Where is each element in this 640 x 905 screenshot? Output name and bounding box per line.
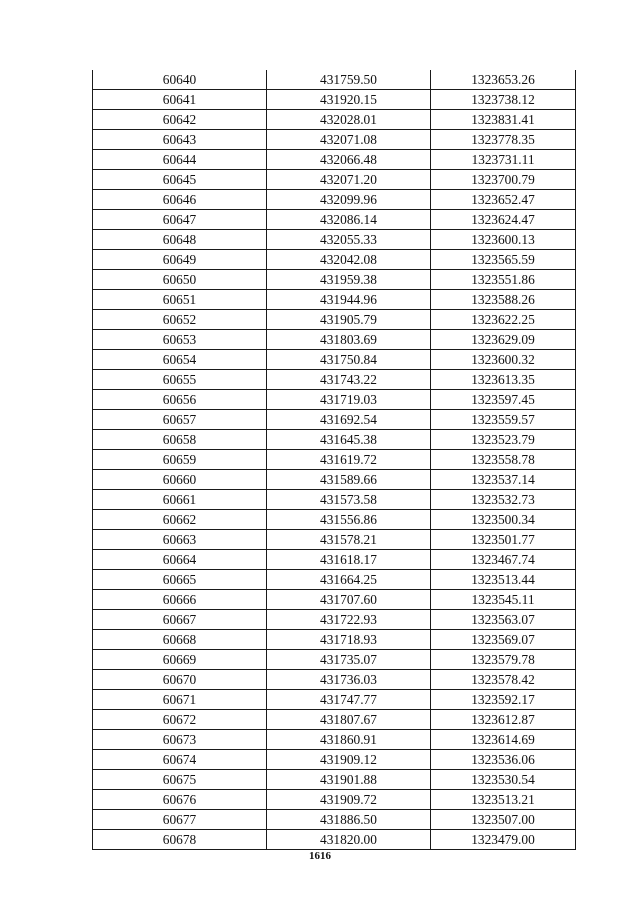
point-id-cell: 60646 [93, 190, 267, 210]
y-coordinate-cell: 1323551.86 [431, 270, 576, 290]
table-row [93, 330, 576, 350]
point-id-cell: 60642 [93, 110, 267, 130]
point-id-cell: 60647 [93, 210, 267, 230]
point-id-cell: 60673 [93, 730, 267, 750]
point-id-cell: 60663 [93, 530, 267, 550]
x-coordinate-cell: 431901.88 [267, 770, 431, 790]
y-coordinate-cell: 1323565.59 [431, 250, 576, 270]
table-row [93, 550, 576, 570]
point-id-cell: 60644 [93, 150, 267, 170]
table-row [93, 490, 576, 510]
x-coordinate-cell: 432071.20 [267, 170, 431, 190]
y-coordinate-cell: 1323501.77 [431, 530, 576, 550]
x-coordinate-cell: 431578.21 [267, 530, 431, 550]
table-row [93, 590, 576, 610]
x-coordinate-cell: 431920.15 [267, 90, 431, 110]
table-row [93, 750, 576, 770]
table-row [93, 610, 576, 630]
point-id-cell: 60652 [93, 310, 267, 330]
page-number: 1616 [309, 850, 331, 862]
y-coordinate-cell: 1323536.06 [431, 750, 576, 770]
point-id-cell: 60657 [93, 410, 267, 430]
table-row [93, 450, 576, 470]
point-id-cell: 60645 [93, 170, 267, 190]
table-row [93, 810, 576, 830]
x-coordinate-cell: 432071.08 [267, 130, 431, 150]
point-id-cell: 60640 [93, 70, 267, 90]
x-coordinate-cell: 431909.72 [267, 790, 431, 810]
table-row [93, 270, 576, 290]
table-row [93, 230, 576, 250]
point-id-cell: 60659 [93, 450, 267, 470]
point-id-cell: 60662 [93, 510, 267, 530]
point-id-cell: 60671 [93, 690, 267, 710]
y-coordinate-cell: 1323588.26 [431, 290, 576, 310]
x-coordinate-cell: 431735.07 [267, 650, 431, 670]
table-row [93, 630, 576, 650]
x-coordinate-cell: 431556.86 [267, 510, 431, 530]
point-id-cell: 60678 [93, 830, 267, 850]
point-id-cell: 60643 [93, 130, 267, 150]
table-row [93, 90, 576, 110]
y-coordinate-cell: 1323624.47 [431, 210, 576, 230]
table-row [93, 250, 576, 270]
x-coordinate-cell: 431750.84 [267, 350, 431, 370]
x-coordinate-cell: 431719.03 [267, 390, 431, 410]
point-id-cell: 60670 [93, 670, 267, 690]
table-row [93, 150, 576, 170]
x-coordinate-cell: 431645.38 [267, 430, 431, 450]
table-row [93, 350, 576, 370]
table-row [93, 70, 576, 90]
x-coordinate-cell: 431743.22 [267, 370, 431, 390]
point-id-cell: 60666 [93, 590, 267, 610]
table-row [93, 290, 576, 310]
x-coordinate-cell: 432099.96 [267, 190, 431, 210]
x-coordinate-cell: 431944.96 [267, 290, 431, 310]
y-coordinate-cell: 1323592.17 [431, 690, 576, 710]
y-coordinate-cell: 1323731.11 [431, 150, 576, 170]
y-coordinate-cell: 1323467.74 [431, 550, 576, 570]
y-coordinate-cell: 1323600.13 [431, 230, 576, 250]
table-row [93, 210, 576, 230]
x-coordinate-cell: 431886.50 [267, 810, 431, 830]
x-coordinate-cell: 431718.93 [267, 630, 431, 650]
table-row [93, 670, 576, 690]
y-coordinate-cell: 1323569.07 [431, 630, 576, 650]
x-coordinate-cell: 431722.93 [267, 610, 431, 630]
y-coordinate-cell: 1323479.00 [431, 830, 576, 850]
point-id-cell: 60675 [93, 770, 267, 790]
table-row [93, 690, 576, 710]
table-row [93, 790, 576, 810]
y-coordinate-cell: 1323545.11 [431, 590, 576, 610]
point-id-cell: 60658 [93, 430, 267, 450]
point-id-cell: 60676 [93, 790, 267, 810]
y-coordinate-cell: 1323507.00 [431, 810, 576, 830]
y-coordinate-cell: 1323513.44 [431, 570, 576, 590]
y-coordinate-cell: 1323558.78 [431, 450, 576, 470]
x-coordinate-cell: 432066.48 [267, 150, 431, 170]
point-id-cell: 60672 [93, 710, 267, 730]
x-coordinate-cell: 432086.14 [267, 210, 431, 230]
point-id-cell: 60656 [93, 390, 267, 410]
y-coordinate-cell: 1323622.25 [431, 310, 576, 330]
y-coordinate-cell: 1323652.47 [431, 190, 576, 210]
table-row [93, 650, 576, 670]
x-coordinate-cell: 431589.66 [267, 470, 431, 490]
x-coordinate-cell: 431807.67 [267, 710, 431, 730]
y-coordinate-cell: 1323600.32 [431, 350, 576, 370]
y-coordinate-cell: 1323700.79 [431, 170, 576, 190]
table-row [93, 310, 576, 330]
x-coordinate-cell: 431573.58 [267, 490, 431, 510]
y-coordinate-cell: 1323563.07 [431, 610, 576, 630]
table-row [93, 430, 576, 450]
point-id-cell: 60674 [93, 750, 267, 770]
point-id-cell: 60660 [93, 470, 267, 490]
x-coordinate-cell: 431736.03 [267, 670, 431, 690]
x-coordinate-cell: 431905.79 [267, 310, 431, 330]
point-id-cell: 60664 [93, 550, 267, 570]
point-id-cell: 60669 [93, 650, 267, 670]
y-coordinate-cell: 1323613.35 [431, 370, 576, 390]
x-coordinate-cell: 431618.17 [267, 550, 431, 570]
y-coordinate-cell: 1323537.14 [431, 470, 576, 490]
y-coordinate-cell: 1323778.35 [431, 130, 576, 150]
table-row [93, 830, 576, 850]
table-row [93, 530, 576, 550]
table-row [93, 770, 576, 790]
table-row [93, 510, 576, 530]
point-id-cell: 60661 [93, 490, 267, 510]
point-id-cell: 60654 [93, 350, 267, 370]
table-row [93, 570, 576, 590]
x-coordinate-cell: 431619.72 [267, 450, 431, 470]
point-id-cell: 60667 [93, 610, 267, 630]
y-coordinate-cell: 1323530.54 [431, 770, 576, 790]
table-row [93, 710, 576, 730]
point-id-cell: 60649 [93, 250, 267, 270]
x-coordinate-cell: 431707.60 [267, 590, 431, 610]
point-id-cell: 60650 [93, 270, 267, 290]
y-coordinate-cell: 1323653.26 [431, 70, 576, 90]
y-coordinate-cell: 1323559.57 [431, 410, 576, 430]
y-coordinate-cell: 1323614.69 [431, 730, 576, 750]
y-coordinate-cell: 1323523.79 [431, 430, 576, 450]
table-row [93, 110, 576, 130]
x-coordinate-cell: 431959.38 [267, 270, 431, 290]
x-coordinate-cell: 431803.69 [267, 330, 431, 350]
coordinates-table-body [93, 70, 576, 850]
table-row [93, 170, 576, 190]
y-coordinate-cell: 1323612.87 [431, 710, 576, 730]
point-id-cell: 60648 [93, 230, 267, 250]
point-id-cell: 60641 [93, 90, 267, 110]
y-coordinate-cell: 1323831.41 [431, 110, 576, 130]
y-coordinate-cell: 1323629.09 [431, 330, 576, 350]
y-coordinate-cell: 1323738.12 [431, 90, 576, 110]
y-coordinate-cell: 1323500.34 [431, 510, 576, 530]
point-id-cell: 60668 [93, 630, 267, 650]
x-coordinate-cell: 431692.54 [267, 410, 431, 430]
x-coordinate-cell: 432055.33 [267, 230, 431, 250]
y-coordinate-cell: 1323579.78 [431, 650, 576, 670]
table-row [93, 130, 576, 150]
x-coordinate-cell: 431909.12 [267, 750, 431, 770]
table-row [93, 390, 576, 410]
table-row [93, 190, 576, 210]
coordinates-table [92, 70, 576, 850]
y-coordinate-cell: 1323513.21 [431, 790, 576, 810]
point-id-cell: 60655 [93, 370, 267, 390]
x-coordinate-cell: 431747.77 [267, 690, 431, 710]
table-row [93, 730, 576, 750]
y-coordinate-cell: 1323597.45 [431, 390, 576, 410]
x-coordinate-cell: 431759.50 [267, 70, 431, 90]
point-id-cell: 60677 [93, 810, 267, 830]
x-coordinate-cell: 432028.01 [267, 110, 431, 130]
table-row [93, 470, 576, 490]
x-coordinate-cell: 432042.08 [267, 250, 431, 270]
x-coordinate-cell: 431820.00 [267, 830, 431, 850]
point-id-cell: 60651 [93, 290, 267, 310]
x-coordinate-cell: 431860.91 [267, 730, 431, 750]
table-row [93, 410, 576, 430]
table-row [93, 370, 576, 390]
y-coordinate-cell: 1323532.73 [431, 490, 576, 510]
x-coordinate-cell: 431664.25 [267, 570, 431, 590]
y-coordinate-cell: 1323578.42 [431, 670, 576, 690]
point-id-cell: 60653 [93, 330, 267, 350]
point-id-cell: 60665 [93, 570, 267, 590]
